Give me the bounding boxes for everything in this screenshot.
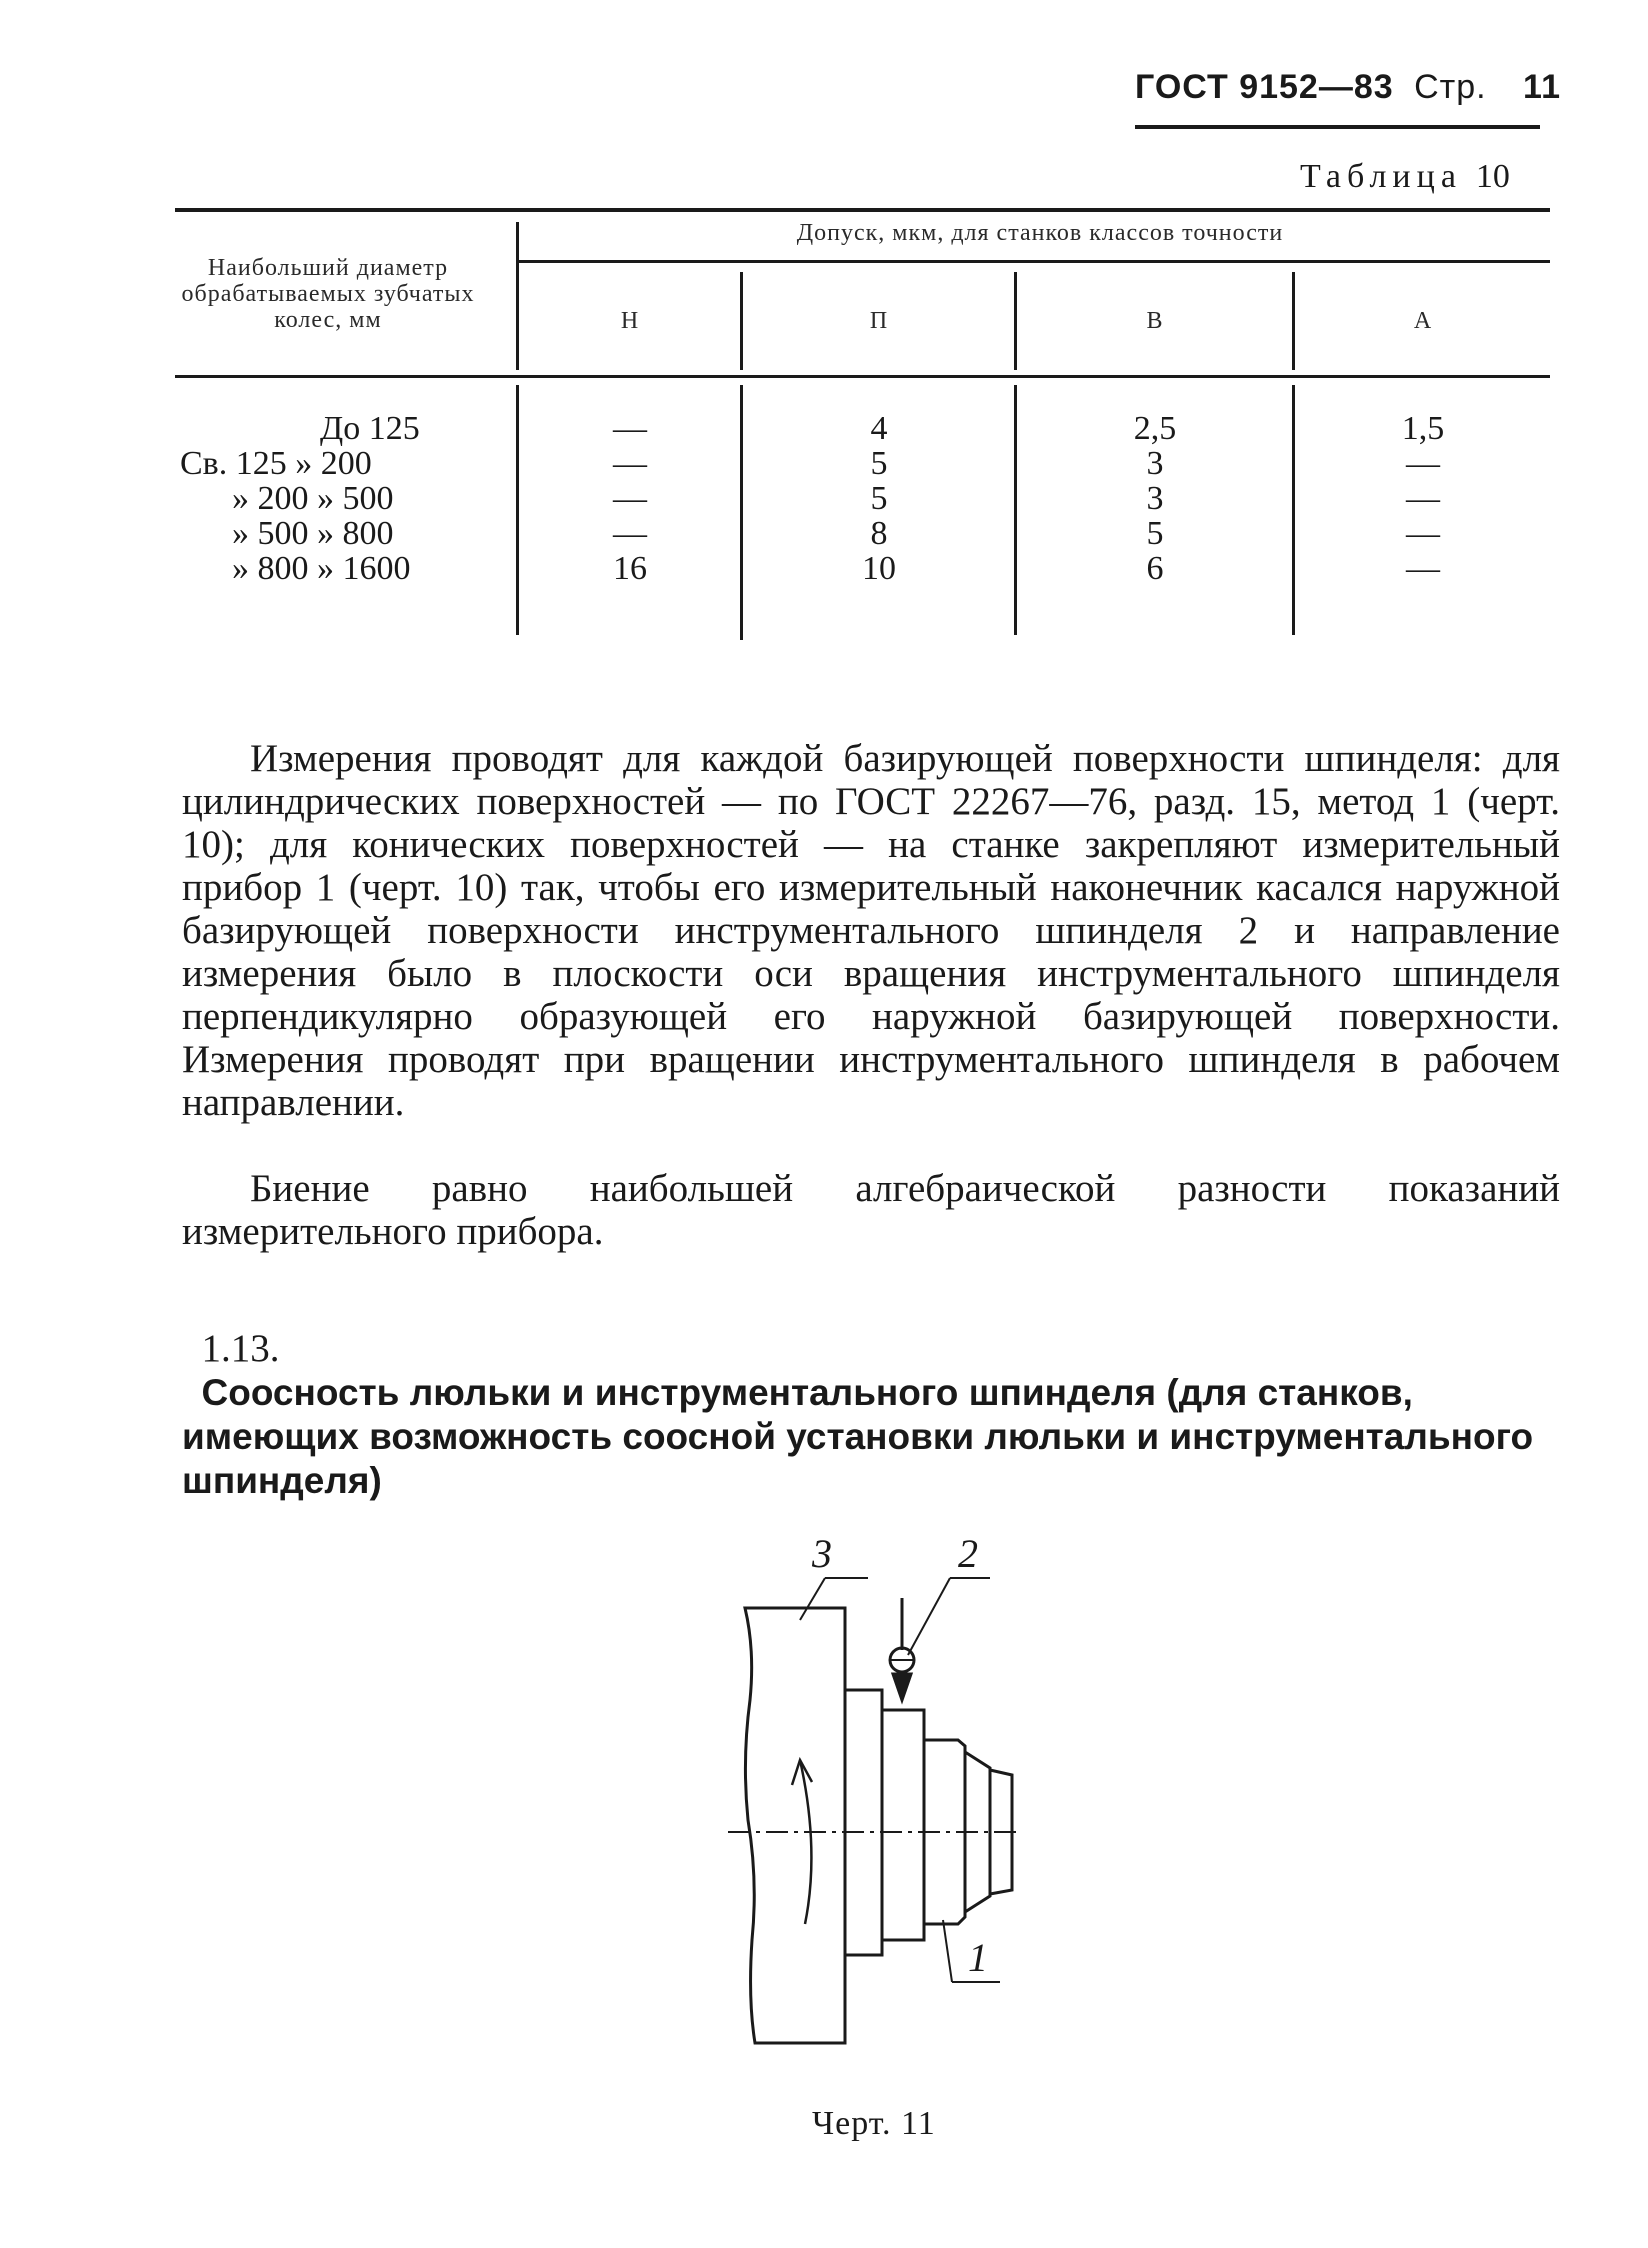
value-cell: 10 [862,550,896,587]
spindle-step [845,1690,882,1955]
figure-label-2: 2 [958,1531,978,1576]
diameter-cell: Св. 125 » 200 [180,445,372,482]
class-header-a: А [1413,308,1433,334]
value-cell: 16 [613,550,647,587]
runout-paragraph: Биение равно наибольшей алгебраической разности показаний измерительного прибора. [182,1167,1570,1253]
spindle-cone [924,1740,965,1924]
rotation-arrow-head [792,1760,812,1785]
table-header-rule [175,375,1550,378]
table-divider [516,222,519,370]
section-title: Соосность люльки и инструментального шпинделя (для станков, имеющих возможность соосной установки люльки и инструментального шпинделя) [182,1372,1544,1501]
tolerance-group-header: Допуск, мкм, для станков классов точности [796,220,1284,246]
table-divider [516,385,519,635]
value-cell: — [1406,445,1440,482]
value-cell: 3 [1146,480,1164,517]
table-label-text: Таблица [1300,158,1462,195]
table-divider [1014,272,1017,370]
value-cell: — [613,445,647,482]
diameter-cell: » 500 » 800 [232,515,394,552]
class-header-h: Н [620,308,640,334]
table-group-rule [518,260,1550,263]
table-divider [1292,385,1295,635]
figure-label-3: 3 [812,1531,832,1576]
diameter-cell: » 200 » 500 [232,480,394,517]
indicator-tip [893,1674,911,1700]
leader-1 [943,1920,952,1982]
value-cell: — [613,410,647,447]
table-label-number: 10 [1475,158,1510,195]
section-number: 1.13. [201,1327,280,1370]
diameter-cell: » 800 » 1600 [232,550,411,587]
value-cell: 3 [1146,445,1164,482]
page-header [1135,68,1561,129]
section-heading [182,1283,1560,1503]
table-label [1300,158,1510,196]
value-cell: 4 [870,410,888,447]
value-cell: — [613,515,647,552]
table-divider [1292,272,1295,370]
value-cell: 1,5 [1401,410,1445,447]
leader-2 [908,1578,950,1655]
table-top-rule [175,208,1550,212]
value-cell: 5 [1146,515,1164,552]
standard-number: ГОСТ 9152—83 [1135,68,1394,106]
value-cell: — [1406,515,1440,552]
value-cell: 5 [870,480,888,517]
class-header-p: П [869,308,889,334]
spindle-cone [990,1770,1012,1894]
value-cell: 5 [870,445,888,482]
figure-caption: Черт. 11 [812,2105,936,2142]
page-label: Стр. [1414,68,1487,106]
value-cell: 2,5 [1133,410,1177,447]
diameter-cell: До 125 [320,410,420,447]
leader-3 [800,1578,825,1620]
figure-label-1: 1 [968,1935,988,1980]
class-header-v: В [1146,308,1164,334]
spindle-cone [965,1752,990,1912]
value-cell: 8 [870,515,888,552]
measurement-paragraph: Измерения проводят для каждой базирующей поверхности шпинделя: для цилиндрических поверхностей — по ГОСТ 22267—76, разд. 15, метод 1 (черт. 10); для конических поверхностей — на станке закрепляют измерительный прибор 1 (черт. 10) так, чтобы его измерительный наконечник касался наружной базирующей поверхности инструментального шпинделя 2 и направление измерения было в плоскости оси вращения инструментального шпинделя перпендикулярно образующей его наружной базирующей поверхности. Измерения проводят при вращении инструментального шпинделя в рабочем направлении. [182,737,1570,1124]
value-cell: 6 [1146,550,1164,587]
spindle-step [882,1710,924,1940]
table-divider [740,385,743,640]
indicator-dial [890,1648,914,1672]
cradle-outline [745,1608,845,2043]
rotation-arrow [800,1760,811,1924]
value-cell: — [613,480,647,517]
value-cell: — [1406,550,1440,587]
table-divider [1014,385,1017,635]
diameter-column-header: Наибольший диаметр обрабатываемых зубчатых колес, мм [181,255,475,333]
table-divider [740,272,743,370]
page-number: 11 [1523,68,1561,106]
value-cell: — [1406,480,1440,517]
